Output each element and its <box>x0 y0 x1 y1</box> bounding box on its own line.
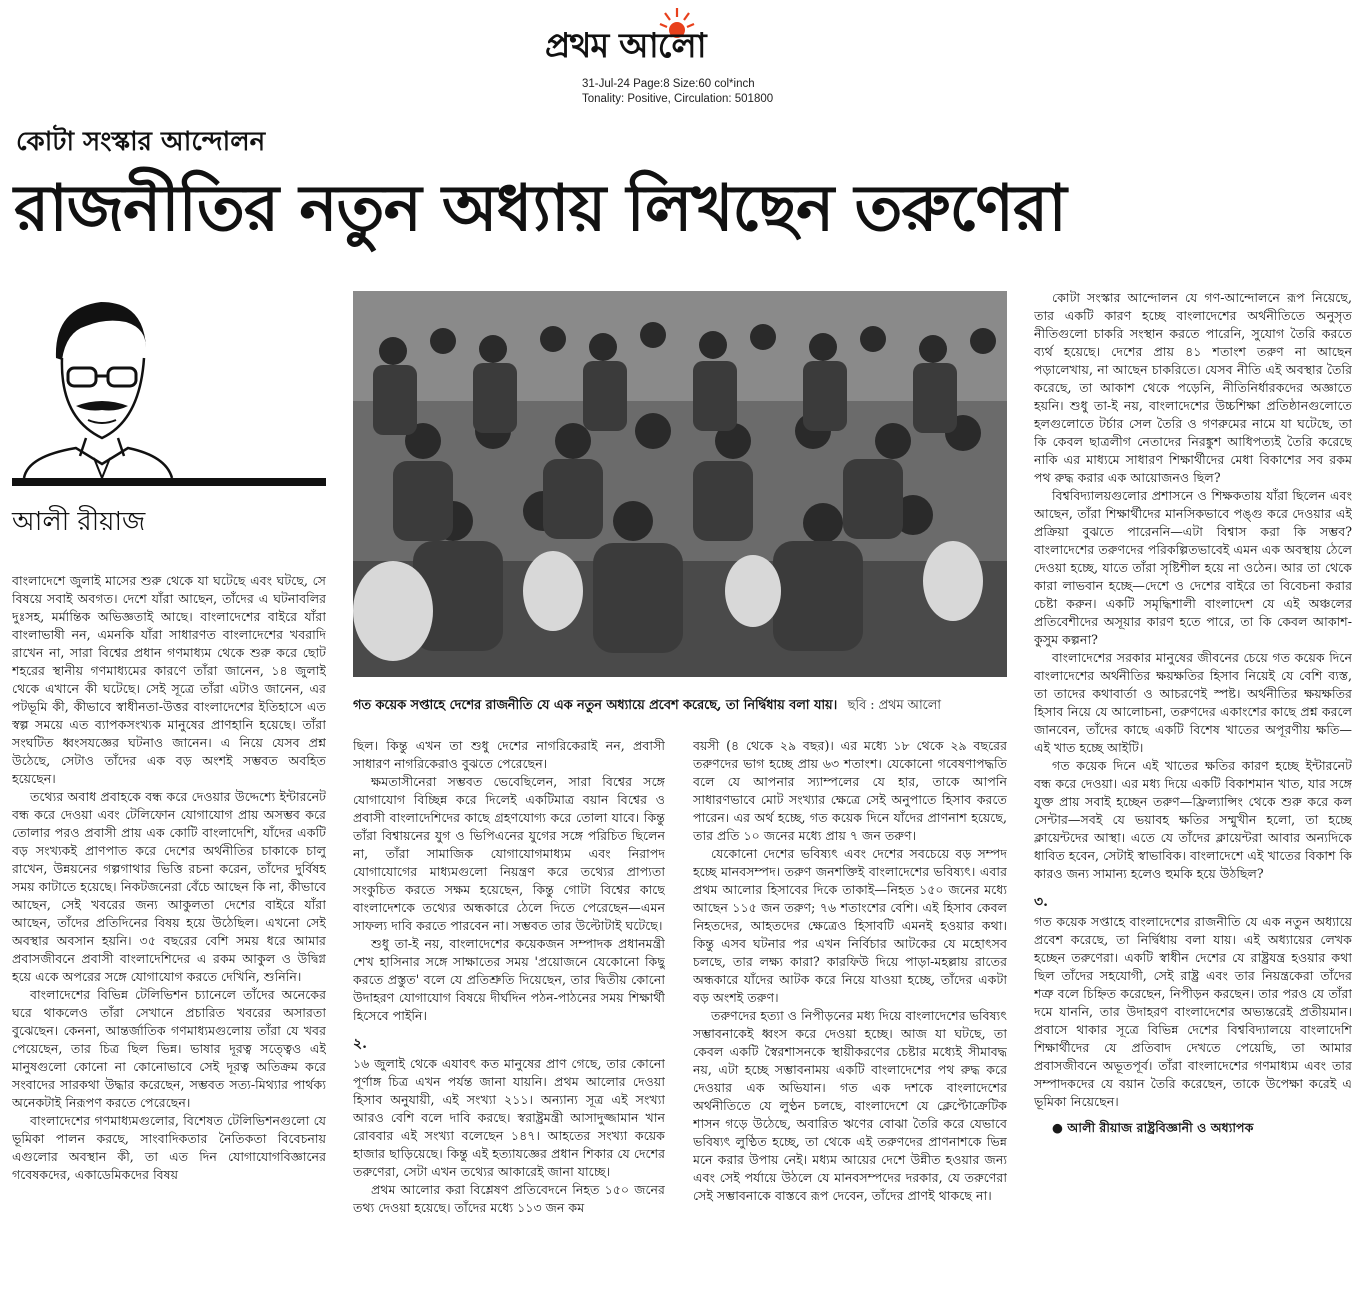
photo-caption <box>353 696 1013 717</box>
paragraph: ১৬ জুলাই থেকে এযাবৎ কত মানুষের প্রাণ গেছে, তার কোনো পূর্ণাঙ্গ চিত্র এখন পর্যন্ত জানা যায়নি। প্রথম আলোর দেওয়া হিসাব অনুযায়ী, এই সংখ্যা ২১১। অন্যান্য সূত্র এই সংখ্যা আরও বেশি বলে দাবি করছে। স্বরাষ্ট্রমন্ত্রী আসাদুজ্জামান খান রোববার এই সংখ্যা বলেছেন ১৪৭। আহতের সংখ্যা কয়েক হাজার ছাড়িয়েছে। কিন্তু এই হত্যাযজ্ঞের প্রধান শিকার যে দেশের তরুণেরা, সেটা এখন তথ্যের আকারেই জানা যাচ্ছে। <box>353 1056 665 1179</box>
masthead <box>545 4 820 76</box>
author-portrait <box>16 288 176 478</box>
byline-rule <box>12 478 326 486</box>
paragraph: শুধু তা-ই নয়, বাংলাদেশের কয়েকজন সম্পাদক প্রধানমন্ত্রী শেখ হাসিনার সঙ্গে সাক্ষাতের সময় 'প্রয়োজনে যেকোনো কিছু করতে প্রস্তুত' বলে যে প্রতিশ্রুতি দিয়েছেন, তার দ্বিতীয় কোনো উদাহরণ যোগাযোগ বিষয়ে দীর্ঘদিন পঠন-পাঠনের সময় শিক্ষার্থী হিসেবে পাইনি। <box>353 936 665 1023</box>
article-column-4 <box>1034 289 1352 1285</box>
paragraph: বাংলাদেশের গণমাধ্যমগুলোর, বিশেষত টেলিভিশনগুলো যে ভূমিকা পালন করছে, সাংবাদিকতার নৈতিকতা বিবেচনায় এগুলোর অবস্থান কী, তা এত দিন যোগাযোগবিজ্ঞানের গবেষকদের, একাডেমিকদের বিষয় <box>12 1113 326 1182</box>
clip-metadata <box>582 77 773 107</box>
paragraph: গত কয়েক সপ্তাহে বাংলাদেশের রাজনীতি যে এক নতুন অধ্যায়ে প্রবেশ করেছে, তা নির্দ্বিধায় বলা যায়। এই অধ্যায়ের লেখক হচ্ছেন তরুণেরা। একটি স্বাধীন দেশের যে রাষ্ট্রযন্ত্র হওয়ার কথা ছিল তাঁদের সহযোগী, সেই রাষ্ট্র এবং তার নিয়ন্ত্রকেরা তাঁদের শত্রু বলে চিহ্নিত করেছেন, নিপীড়ন করছেন। তার পরও যে তাঁরা দমে যাননি, তার উদাহরণ বাংলাদেশের অভ্যন্তরেই প্রতীয়মান। প্রবাসে থাকার সূত্রে বিভিন্ন দেশের বিশ্ববিদ্যালয়ে বাংলাদেশি শিক্ষার্থীদের যে প্রতিবাদ দেখতে পেয়েছি, তা আমার প্রবাসজীবনে অভূতপূর্ব। তাঁরা বাংলাদেশের গণমাধ্যম এবং তার সম্পাদকদের যে বয়ান তৈরি করেছেন, তাকে উপেক্ষা করেই এ ভূমিকা নিয়েছেন। <box>1034 914 1352 1109</box>
paragraph: বাংলাদেশের সরকার মানুষের জীবনের চেয়ে গত কয়েক দিনে বাংলাদেশের অর্থনীতির ক্ষয়ক্ষতির হিসাব নিয়েই যে বেশি ব্যস্ত, তা তাদের কথাবার্তা ও আচরণেই স্পষ্ট। অর্থনীতির ক্ষয়ক্ষতির হিসাব নিয়ে যে আলোচনা, তরুণদের একাংশের কাছে প্রশ্ন করলে জানবেন, তাঁদের কাছে একটি বিশেষ খাতের অপূরণীয় ক্ষতি—এই খাত হচ্ছে আইটি। <box>1034 650 1352 755</box>
paragraph: তথ্যের অবাধ প্রবাহকে বন্ধ করে দেওয়ার উদ্দেশ্যে ইন্টারনেট বন্ধ করে দেওয়া এবং টেলিফোন যোগাযোগ প্রায় অসম্ভব করে তোলার পরও প্রবাসী প্রায় এক কোটি বাংলাদেশি, যাঁদের একটি বড় সংখ্যকই প্রাণপাত করে দেশের অর্থনীতির চাকাকে চালু রাখেন, উন্নয়নের গল্পগাথার ভিত্তি রচনা করেন, তাঁদের দুর্বিষহ সময় কাটাতে হয়েছে। নিকটজনেরা বেঁচে আছেন কি না, কীভাবে আছেন, সেই খবরের জন্য আকুলতা দেশের বাইরে যাঁরা আছেন, তাঁদের প্রতিদিনের বিষয় হয়ে উঠেছিল। এখনো সেই অবস্থার অবসান হয়নি। ৩৫ বছরের বেশি সময় ধরে আমার প্রবাসজীবনে প্রবাসী বাংলাদেশিদের এ রকম আকুল ও উদ্বিগ্ন হয়ে একে অপরের সঙ্গে যোগাযোগ করতে দেখিনি, শুনিনি। <box>12 789 326 984</box>
section-number: ২. <box>353 1036 367 1052</box>
newspaper-logo: প্রথম আলো <box>545 26 706 66</box>
section-number: ৩. <box>1034 894 1048 910</box>
article-column-2 <box>353 737 665 1285</box>
kicker: কোটা সংস্কার আন্দোলন <box>16 127 266 157</box>
paragraph: বাংলাদেশের বিভিন্ন টেলিভিশন চ্যানেলে তাঁদের অনেকের ঘরে থাকলেও তাঁরা সেখানে প্রচারিত খবরের অসারতা বুঝেছেন। কেননা, আন্তর্জাতিক গণমাধ্যমগুলোয় তাঁরা যে খবর পেয়েছেন, তার চিত্র ছিল ভিন্ন। ভাষার দূরত্ব সত্ত্বেও এই মানুষগুলো কোনো না কোনোভাবে সেই দূরত্ব অতিক্রম করে সংবাদের সারকথা উদ্ধার করেছেন, সম্ভবত সত্য-মিথ্যার পার্থক্য অনেকটাই নিরূপণ করতে পেরেছেন। <box>12 987 326 1110</box>
author-note: ● আলী রীয়াজ রাষ্ট্রবিজ্ঞানী ও অধ্যাপক <box>1052 1120 1254 1135</box>
headline: রাজনীতির নতুন অধ্যায় লিখছেন তরুণেরা <box>14 171 1066 246</box>
paragraph: বাংলাদেশে জুলাই মাসের শুরু থেকে যা ঘটেছে এবং ঘটছে, সে বিষয়ে সবাই অবগত। দেশে যাঁরা আছেন, তাঁদের এ ঘটনাবলির দুঃসহ, মর্মান্তিক অভিজ্ঞতাই আছে। বাংলাদেশের বাইরে যাঁরা বাংলাভাষী নন, এমনকি যাঁরা সাধারণত বাংলাদেশের খবরাদি রাখেন না, সারা বিশ্বের প্রধান গণমাধ্যম থেকে শুরু করে ছোট শহরের স্থানীয় গণমাধ্যমের কারণে তাঁরা জানেন, ১৪ জুলাই থেকে এখানে কী ঘটেছে। সেই সূত্রে তাঁরা এটাও জানেন, এর পটভূমি কী, কীভাবে স্বাধীনতা-উত্তর বাংলাদেশের ইতিহাসে এত স্বল্প সময়ে এত ব্যাপকসংখ্যক মানুষের প্রাণহানি হয়েছে। তাঁরা সংঘটিত ধ্বংসযজ্ঞের ঘটনাও জানেন। এ নিয়ে যেসব প্রশ্ন উঠেছে, সেটাও তাঁদের এক বড় অংশই সম্ভবত অবহিত হয়েছেন। <box>12 573 326 786</box>
article-column-1 <box>12 572 326 1288</box>
photo-credit: ছবি : প্রথম আলো <box>847 698 941 713</box>
paragraph: কোটা সংস্কার আন্দোলন যে গণ-আন্দোলনে রূপ নিয়েছে, তার একটি কারণ হচ্ছে বাংলাদেশের অর্থনীতিতে অনুসৃত নীতিগুলো চাকরি সংস্থান করতে পারেনি, সুযোগ তৈরি করতে ব্যর্থ হয়েছে। দেশের প্রায় ৪১ শতাংশ তরুণ না আছেন পড়ালেখায়, না আছেন চাকরিতে। যেসব নীতি এই অবস্থার তৈরি করেছে, তা আকাশ থেকে পড়েনি, নীতিনির্ধারকদের অজ্ঞাতে হয়নি। শুধু তা-ই নয়, বাংলাদেশের উচ্চশিক্ষা প্রতিষ্ঠানগুলোতে হলগুলোতে টর্চার সেল তৈরি ও গণরুমের নামে যা ঘটেছে, তা কি কেবল ছাত্রলীগ নেতাদের নিরঙ্কুশ আধিপত্যই তৈরি করেছে নাকি এর মাধ্যমে সাধারণ শিক্ষার্থীদের মেধা বিকাশের সব রকম পথ রুদ্ধ করার এক আয়োজনও ছিল? <box>1034 290 1352 485</box>
clip-date-size: 31-Jul-24 Page:8 Size:60 col*inch <box>582 78 755 90</box>
caption-text: গত কয়েক সপ্তাহে দেশের রাজনীতি যে এক নতুন অধ্যায়ে প্রবেশ করেছে, তা নির্দ্বিধায় বলা যায়। <box>353 698 838 713</box>
paragraph: ক্ষমতাসীনেরা সম্ভবত ভেবেছিলেন, সারা বিশ্বের সঙ্গে যোগাযোগ বিচ্ছিন্ন করে দিলেই একটিমাত্র বয়ান বিশ্বের ও প্রবাসী বাংলাদেশিদের কাছে গ্রহণযোগ্য করে তোলা যাবে। কিন্তু তাঁরা বিশ্বায়নের যুগ ও ভিপিএনের যুগের সঙ্গে পরিচিত ছিলেন না, তাঁরা সামাজিক যোগাযোগমাধ্যম এবং নিরাপদ যোগাযোগের মাধ্যমগুলো নিয়ন্ত্রণ করে তথ্যের প্রাপ্যতা সংকুচিত করতে সক্ষম হয়েছেন, কিন্তু গোটা বিশ্বের কাছে বাংলাদেশকে তথ্যের অন্ধকারে ঠেলে দিতে পেরেছেন—এমন সাফল্য দাবি করতে পারবেন না। সম্ভবত তার উল্টোটাই ঘটেছে। <box>353 774 665 933</box>
paragraph: ছিল। কিন্তু এখন তা শুধু দেশের নাগরিকেরাই নন, প্রবাসী সাধারণ নাগরিকেরাও বুঝতে পেরেছেন। <box>353 738 665 771</box>
clip-tonality: Tonality: Positive, Circulation: 501800 <box>582 93 774 105</box>
byline: আলী রীয়াজ <box>12 507 146 537</box>
paragraph: যেকোনো দেশের ভবিষ্যৎ এবং দেশের সবচেয়ে বড় সম্পদ হচ্ছে মানবসম্পদ। তরুণ জনশক্তিই বাংলাদেশের ভবিষ্যৎ। এবার প্রথম আলোর হিসাবের দিকে তাকাই—নিহত ১৫০ জনের মধ্যে আছেন ১১৫ জন তরুণ; ৭৬ শতাংশের বেশি। এই হিসাব কেবল নিহতদের, আহতদের ক্ষেত্রেও হিসাবটি এমনই হওয়ার কথা। কিন্তু এসব ঘটনার পর এখন নির্বিচার আটকের যে মহোৎসব চলছে, তার লক্ষ্য কারা? কারফিউ দিয়ে পাড়া-মহল্লায় রাতের অন্ধকারে যাঁদের আটক করে নিয়ে যাওয়া হচ্ছে, তাঁদের একটা বড় অংশই তরুণ। <box>693 846 1007 1005</box>
article-column-3 <box>693 737 1007 1285</box>
paragraph: বিশ্ববিদ্যালয়গুলোর প্রশাসনে ও শিক্ষকতায় যাঁরা ছিলেন এবং আছেন, তাঁরা শিক্ষার্থীদের মানসিকভাবে পঙ্গু করে দেওয়ার এই প্রক্রিয়া বুঝতে পারেননি—এটা বিশ্বাস করা কি সম্ভব? বাংলাদেশের তরুণদের পরিকল্পিতভাবেই এমন এক অবস্থায় ঠেলে দেওয়া হচ্ছে, যাতে তাঁরা সৃষ্টিশীল হয়ে না ওঠেন। আর তা থেকে কারা লাভবান হচ্ছে—দেশে ও দেশের বাইরে তা বিবেচনা করার চেষ্টা করুন। একটি সমৃদ্ধিশালী বাংলাদেশ যে এই অঞ্চলের প্রতিবেশীদের অসূয়ার কারণ হতে পারে, তা কি কেবল আকাশ-কুসুম কল্পনা? <box>1034 488 1352 647</box>
paragraph: বয়সী (৪ থেকে ২৯ বছর)। এর মধ্যে ১৮ থেকে ২৯ বছরের তরুণদের ভাগ হচ্ছে প্রায় ৬৩ শতাংশ। যেকোনো গবেষণাপদ্ধতি বলে যে আপনার স্যাম্পলের যে হার, তাকে আপনি সাধারণভাবে মোট সংখ্যার ক্ষেত্রে সেই অনুপাতে হিসাব করতে পারেন। এর অর্থ হচ্ছে, গত কয়েক দিনে যাঁদের প্রাণনাশ হয়েছে, তার প্রতি ১০ জনের মধ্যে প্রায় ৭ জন তরুণ। <box>693 738 1007 843</box>
paragraph: প্রথম আলোর করা বিশ্লেষণ প্রতিবেদনে নিহত ১৫০ জনের তথ্য দেওয়া হয়েছে। তাঁদের মধ্যে ১১৩ জন কম <box>353 1182 665 1215</box>
paragraph: গত কয়েক দিনে এই খাতের ক্ষতির কারণ হচ্ছে ইন্টারনেট বন্ধ করে দেওয়া। এর মধ্য দিয়ে একটি বিকাশমান খাত, যার সঙ্গে যুক্ত প্রায় সবাই হচ্ছেন তরুণ—ফ্রিল্যান্সিং থেকে শুরু করে কল সেন্টার—সবই যে ভয়াবহ ক্ষতির সম্মুখীন হলো, তা হচ্ছে ক্লায়েন্টদের আস্থা। এতে যে তাঁদের ক্লায়েন্টরা আবার অন্যদিকে ধাবিত হবেন, সেটাই স্বাভাবিক। বাংলাদেশে এই খাতের বিকাশ কি কারও জন্য সামান্য হলেও হুমকি হয়ে উঠছিল? <box>1034 758 1352 881</box>
paragraph: তরুণদের হত্যা ও নিপীড়নের মধ্য দিয়ে বাংলাদেশের ভবিষ্যৎ সম্ভাবনাকেই ধ্বংস করে দেওয়া হচ্ছে। আজ যা ঘটছে, তা কেবল একটি স্বৈরশাসনকে স্থায়ীকরণের চেষ্টার মধ্যেই সীমাবদ্ধ নয়, এটা হচ্ছে সম্ভাবনাময় একটি বাংলাদেশের পথ রুদ্ধ করে দেওয়ার এক অভিযান। গত এক দশকে বাংলাদেশের অর্থনীতিতে যে লুণ্ঠন চলছে, বাংলাদেশে যে ক্লেপ্টোক্রেটিক শাসন গড়ে উঠেছে, অবারিত ঋণের বোঝা তৈরি করে যেভাবে ভবিষ্যৎ লুণ্ঠিত হচ্ছে, তা থেকে এই তরুণদের প্রাণনাশকে ভিন্ন মনে করার উপায় নেই। মধ্যম আয়ের দেশে উন্নীত হওয়ার জন্য এবং সেই পর্যায়ে উঠলে যে মানবসম্পদের দরকার, যে তরুণেরা সেই সম্ভাবনাকে বাস্তবে রূপ দেবেন, তাঁদের প্রাণই থাকছে না। <box>693 1008 1007 1203</box>
protest-photo <box>353 291 1007 677</box>
